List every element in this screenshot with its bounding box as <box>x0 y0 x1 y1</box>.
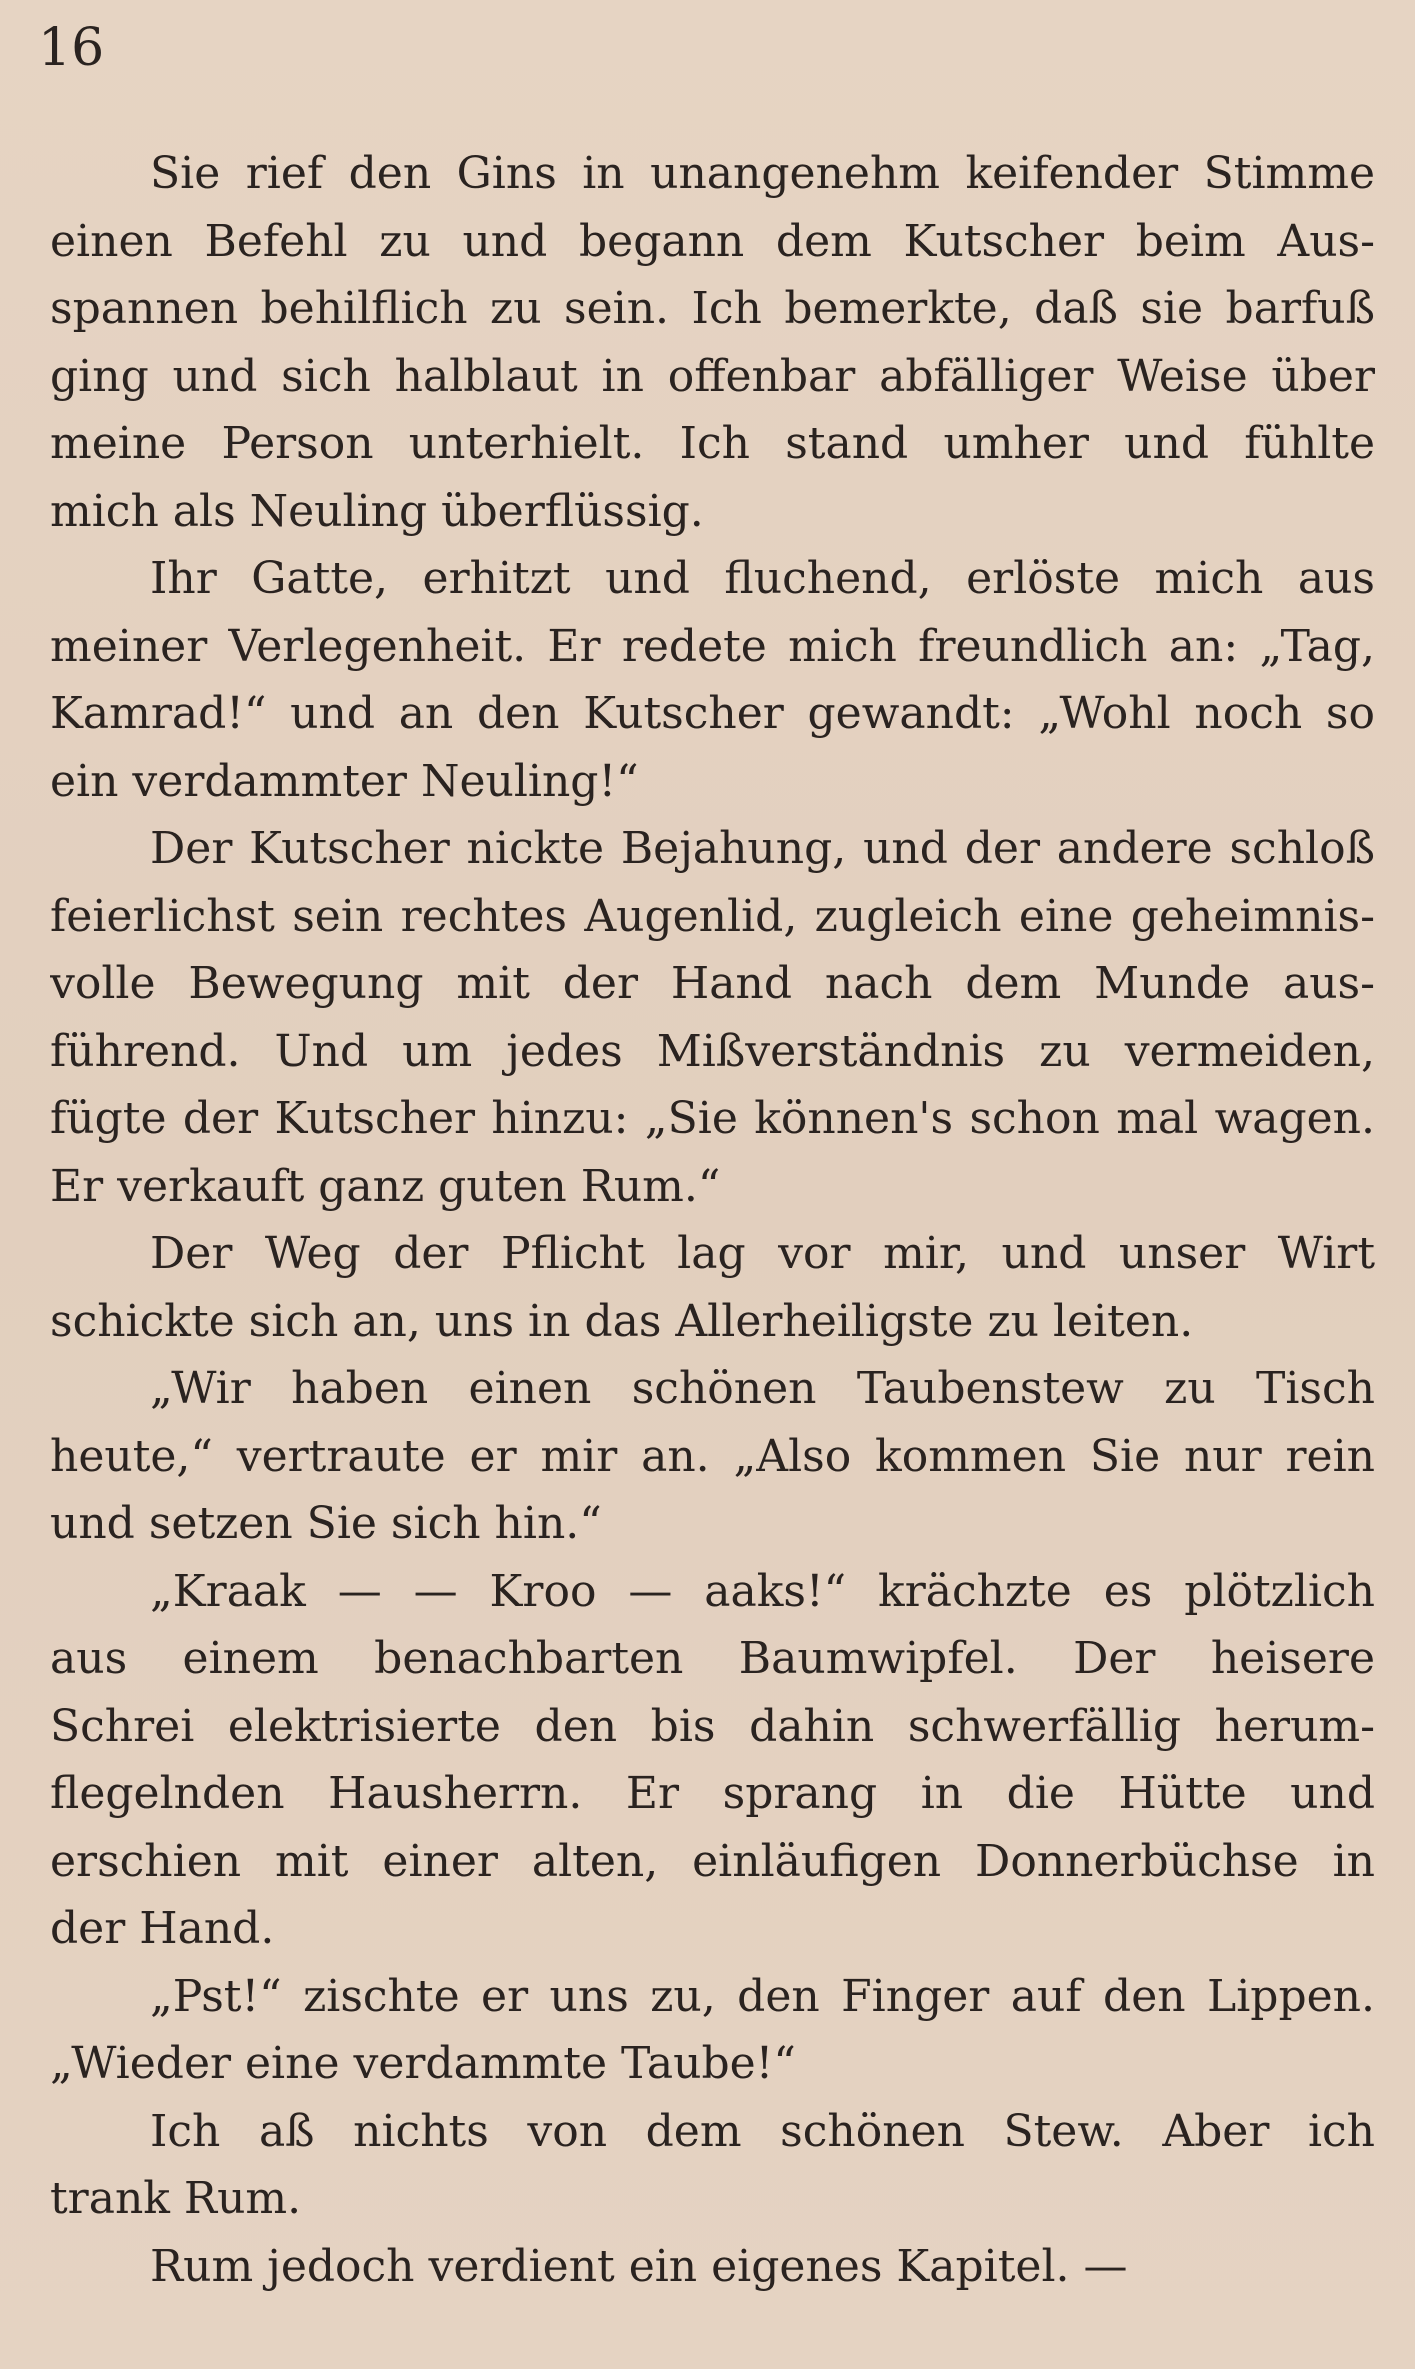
text-line: der Hand. <box>50 1903 275 1954</box>
text-line: Er verkauft ganz guten Rum.“ <box>50 1160 721 1212</box>
paragraph-7 <box>50 1963 1375 2098</box>
text-line: volle Bewegung mit der Hand nach dem Munde aus- <box>50 958 1375 1009</box>
text-line: feierlichst sein rechtes Augenlid, zugleich eine geheimnis- <box>50 890 1375 942</box>
text-line: Kamrad!“ und an den Kutscher gewandt: „Wohl noch so <box>50 688 1375 739</box>
text-line: Ich aß nichts von dem schönen Stew. Aber ich <box>150 2105 1375 2157</box>
text-line: ein verdammter Neuling!“ <box>50 755 639 807</box>
text-line: „Wieder eine verdammte Taube!“ <box>50 2038 796 2089</box>
body-text <box>50 140 1375 2300</box>
paragraph-5 <box>50 1355 1375 1558</box>
text-line: erschien mit einer alten, einläufigen Donnerbüchse in <box>50 1835 1375 1887</box>
text-line: Der Kutscher nickte Bejahung, und der andere schloß <box>150 823 1375 874</box>
text-line: trank Rum. <box>50 2173 302 2224</box>
paragraph-8 <box>50 2098 1375 2233</box>
text-line: „Pst!“ zischte er uns zu, den Finger auf den Lippen. <box>150 1970 1375 2022</box>
text-line: aus einem benachbarten Baumwipfel. Der heisere <box>50 1633 1375 1684</box>
text-line: heute,“ vertraute er mir an. „Also kommen Sie nur rein <box>50 1430 1375 1482</box>
text-line: spannen behilflich zu sein. Ich bemerkte, daß sie barfuß <box>50 283 1375 334</box>
text-line: Sie rief den Gins in unangenehm keifender Stimme <box>150 148 1375 199</box>
text-line: mich als Neuling überflüssig. <box>50 485 704 537</box>
paragraph-4 <box>50 1220 1375 1355</box>
paragraph-9 <box>50 2233 1375 2301</box>
text-line: einen Befehl zu und begann dem Kutscher beim Aus- <box>50 215 1375 267</box>
text-line: führend. Und um jedes Mißverständnis zu vermeiden, <box>50 1025 1375 1077</box>
text-line: meine Person unterhielt. Ich stand umher und fühlte <box>50 418 1375 469</box>
text-line: „Wir haben einen schönen Taubenstew zu Tisch <box>150 1363 1375 1414</box>
text-line: Ihr Gatte, erhitzt und fluchend, erlöste mich aus <box>150 553 1375 604</box>
text-line: flegelnden Hausherrn. Er sprang in die Hütte und <box>50 1768 1375 1819</box>
text-line: ging und sich halblaut in offenbar abfälliger Weise über <box>50 350 1375 402</box>
page-number: 16 <box>38 18 105 78</box>
text-line: fügte der Kutscher hinzu: „Sie können's schon mal wagen. <box>50 1093 1375 1144</box>
paragraph-2 <box>50 545 1375 815</box>
text-line: Rum jedoch verdient ein eigenes Kapitel. — <box>150 2240 1128 2292</box>
text-line: Schrei elektrisierte den bis dahin schwerfällig herum- <box>50 1700 1375 1752</box>
paragraph-6 <box>50 1558 1375 1963</box>
text-line: und setzen Sie sich hin.“ <box>50 1498 602 1549</box>
paragraph-3 <box>50 815 1375 1220</box>
text-line: schickte sich an, uns in das Allerheiligste zu leiten. <box>50 1295 1194 1347</box>
text-line: „Kraak — — Kroo — aaks!“ krächzte es plötzlich <box>150 1565 1375 1617</box>
text-line: meiner Verlegenheit. Er redete mich freundlich an: „Tag, <box>50 620 1375 672</box>
paragraph-1 <box>50 140 1375 545</box>
text-line: Der Weg der Pflicht lag vor mir, und unser Wirt <box>150 1228 1375 1279</box>
